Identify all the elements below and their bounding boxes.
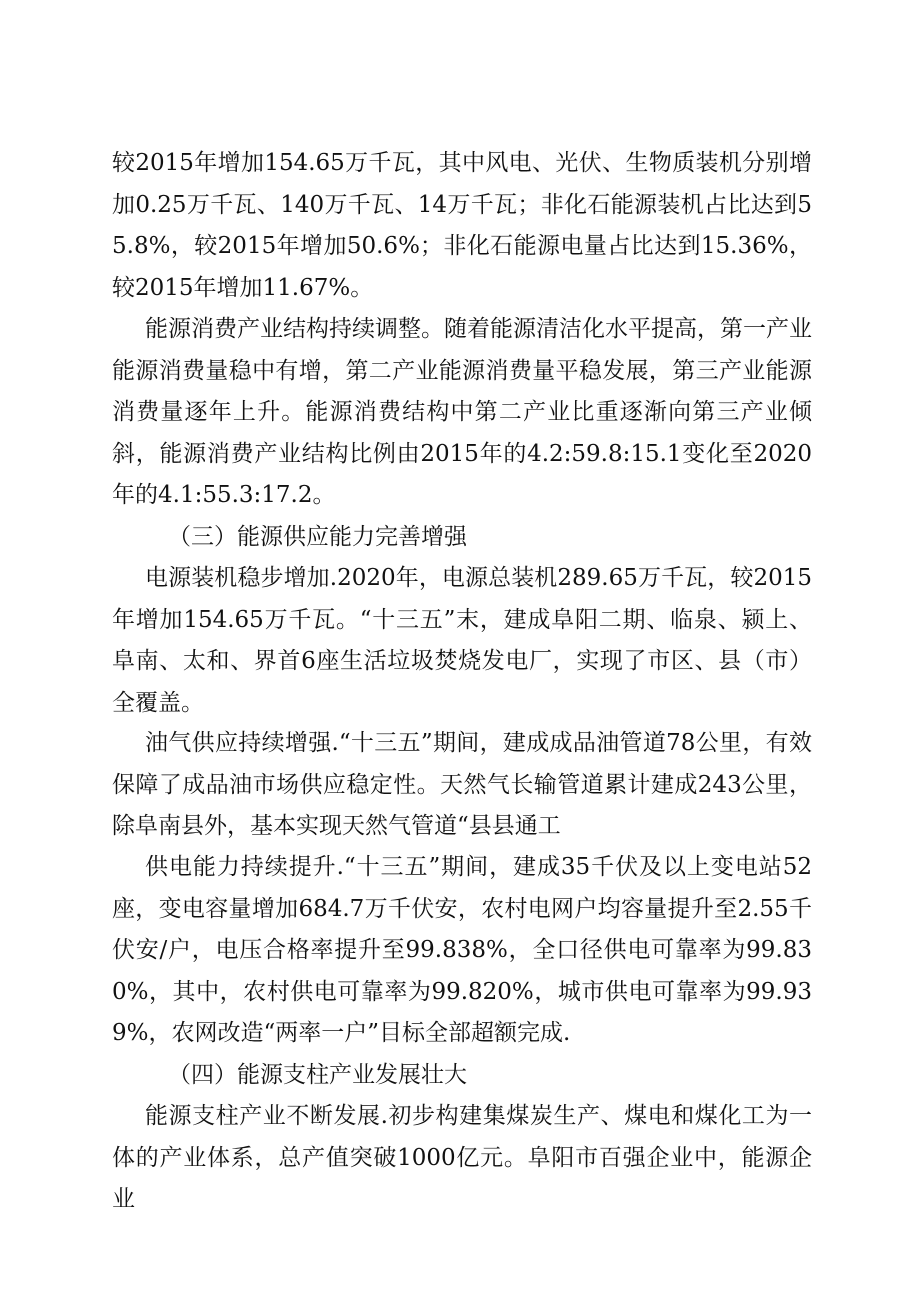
paragraph-pillar-industry: 能源支柱产业不断发展.初步构建集煤炭生产、煤电和煤化工为一体的产业体系，总产值突破1000亿元。阜阳市百强企业中，能源企业	[112, 1103, 812, 1212]
paragraph-consumption-structure: 能源消费产业结构持续调整。随着能源清洁化水平提高，第一产业能源消费量稳中有增，第二产业能源消费量平稳发展，第三产业能源消费量逐年上升。能源消费结构中第二产业比重逐渐向第三产业倾斜，能源消费产业结构比例由2015年的4.2:59.8:15.1变化至2020年的4.1:55.3:17.2。	[112, 316, 812, 508]
paragraph-power-supply-capacity: 供电能力持续提升.“十三五”期间，建成35千伏及以上变电站52座，变电容量增加684.7万千伏安，农村电网户均容量提升至2.55千伏安/户，电压合格率提升至99.838%，全口径供电可靠率为99.830%，其中，农村供电可靠率为99.820%，城市供电可靠率为99.939%，农网改造“两率一户”目标全部超额完成.	[112, 854, 812, 1046]
section-heading-supply-capacity: （三）能源供应能力完善增强	[168, 524, 467, 550]
paragraph-installed-capacity: 较2015年增加154.65万千瓦，其中风电、光伏、生物质装机分别增加0.25万千瓦、140万千瓦、14万千瓦；非化石能源装机占比达到55.8%，较2015年增加50.6%；非化石能源电量占比达到15.36%，较2015年增加11.67%。	[112, 150, 812, 301]
paragraph-oil-gas-supply: 油气供应持续增强.“十三五”期间，建成成品油管道78公里，有效保障了成品油市场供应稳定性。天然气长输管道累计建成243公里，除阜南县外，基本实现天然气管道“县县通工	[112, 730, 812, 839]
paragraph-power-installation: 电源装机稳步增加.2020年，电源总装机289.65万千瓦，较2015年增加154.65万千瓦。“十三五”末，建成阜阳二期、临泉、颍上、阜南、太和、界首6座生活垃圾焚烧发电厂，实现了市区、县（市）全覆盖。	[112, 565, 812, 716]
section-heading-pillar-industry: （四）能源支柱产业发展壮大	[168, 1062, 467, 1088]
